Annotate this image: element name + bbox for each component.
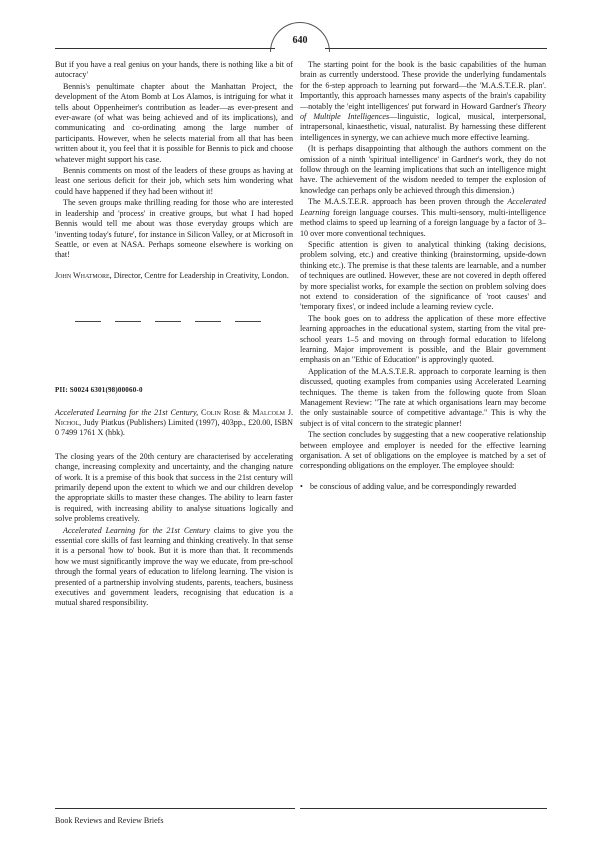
paragraph: The section concludes by suggesting that a new cooperative relationship between employee and employer is needed for the effective learning organisation. A set of obligations on the employee is matched by a set of corresponding obligations on the employer. The employee should: — [300, 430, 546, 471]
book-citation — [55, 408, 293, 439]
left-column — [55, 60, 293, 610]
reviewer-name: John Whatmore — [55, 270, 110, 280]
paragraph: The M.A.S.T.E.R. approach has been proven through the Accelerated Learning foreign language courses. This multi-sensory, multi-intelligence method claims to speed up learning of a foreign language by a factor of 3–10 over more conventional techniques. — [300, 197, 546, 238]
header-rule-left — [55, 48, 275, 49]
book-authors: Colin Rose & Malcolm J. Nichol, — [55, 407, 293, 427]
paragraph: The book goes on to address the application of these more effective learning approaches in the educational system, starting from the vital pre-school years 1–5 and moving on through formal education to lifelong learning. Major improvement is possible, and the Blair government emphasis on an "Ethic of Education" is approvingly quoted. — [300, 313, 546, 365]
paragraph: But if you have a real genius on your hands, there is nothing like a bit of autocracy' — [55, 60, 293, 80]
page-number: 640 — [292, 35, 308, 46]
paragraph: The starting point for the book is the basic capabilities of the human brain as currently understood. These provide the underlying fundamentals for the 6-step approach to learning put forward—the 'M.A.S.T.E.R. plan'. Importantly, this approach harnesses many aspects of the brain's capability—notably the 'eight intelligences' put forward in Howard Gardner's Theory of Multiple Intelligences—linguistic, logical, musical, interpersonal, intrapersonal, kinaesthetic, visual, naturalist. By harnessing these different intelligences in synergy, we can achieve much more effective learning. — [300, 60, 546, 142]
paragraph: The seven groups make thrilling reading for those who are interested in leadership and 'process' in creative groups, but what I had hoped Bennis would tell me about was those everyday groups which are 'inventing today's future', for instance in Silicon Valley, or at Microsoft in Seattle, or even at NASA. Perhaps someone elsewhere is working on that! — [55, 198, 293, 260]
running-footer: Book Reviews and Review Briefs — [55, 816, 164, 825]
header-rule-right — [325, 48, 547, 49]
paragraph: Application of the M.A.S.T.E.R. approach to corporate learning is then discussed, quoting examples from companies using Accelerated Learning techniques. The theme is taken from the following quote from Sloan Management Review: "The rate at which organisations learn may become the only sustainable source of competitive advantage." This is why the subject is of vital concern to the strategic planner! — [300, 366, 546, 428]
section-divider — [55, 317, 293, 327]
book-publication-details: Judy Piatkus (Publishers) Limited (1997), 403pp., £20.00, ISBN 0 7499 1761 X (hbk). — [55, 417, 293, 438]
book-title: Accelerated Learning for the 21st Century, — [55, 407, 199, 417]
paragraph: Bennis's penultimate chapter about the Manhattan Project, the development of the Atom Bomb at Los Alamos, is intriguing for what it tells about Oppenheimer's contribution as leader—as ever-present and ever-aware (of what was being achieved and of its implications), and communicating and co-ordinating among the large number of participants. However, when he selects material from all that has been written about it, you feel that it is possible for Bennis to pick and choose whatever might support his case. — [55, 81, 293, 164]
pii-code: PII: S0024 6301(98)00060-0 — [55, 386, 143, 395]
footer-rule-left — [55, 808, 295, 809]
paragraph: (It is perhaps disappointing that although the authors comment on the omission of a ninth 'spiritual intelligence' in Gardner's work, they do not follow through on the learning implications that such an intelligence might have. The achievement of the wisdom needed to temper the explosion of knowledge can perhaps only be achieved through this dimension.) — [300, 144, 546, 195]
reviewer-affiliation: , Director, Centre for Leadership in Creativity, London. — [109, 270, 289, 280]
bullet-icon: • — [300, 481, 303, 491]
paragraph: The closing years of the 20th century are characterised by accelerating change, increasing complexity and uncertainty, and the changing nature of work. It is a premise of this book that success in the 21st century will primarily depend upon the extent to which we and our children develop the appropriate skills to master these changes. The ability to learn faster is required, with increasing ability to analyse situations logically and solve problems creatively. — [55, 451, 293, 524]
book-title-inline: Accelerated Learning for the 21st Century — [63, 525, 210, 535]
footer-rule-right — [300, 808, 547, 809]
paragraph: Bennis comments on most of the leaders of these groups as having at least one serious deficit for their job, which sets him wondering what could have happened if they had been without it! — [55, 166, 293, 196]
reviewer-signature — [55, 271, 293, 281]
list-item: • be conscious of adding value, and be correspondingly rewarded — [300, 481, 517, 491]
right-column — [300, 60, 546, 492]
paragraph: Accelerated Learning for the 21st Century claims to give you the essential core skills of fast learning and thinking creatively. In that sense it is a personal 'how to' book. But it is more than that. It recommends how we must significantly improve the way we educate, from pre-school through the formal years of education to lifelong learning. The vision is presented of a partnership involving students, parents, teachers, business executives and government leaders, recognising that education is a mutual shared responsibility. — [55, 525, 293, 608]
paragraph: Specific attention is given to analytical thinking (taking decisions, problem solving, etc.) and creative thinking (brainstorming, upside-down thinking etc.). The premise is that these talents are learnable, and a number of techniques are outlined. However, these are not covered in depth offered by more specialist works, for example the section on problem solving does not extend to consideration of the significance of 'root causes' and 'temporary fixes', or indeed include a learning review cycle. — [300, 239, 546, 312]
